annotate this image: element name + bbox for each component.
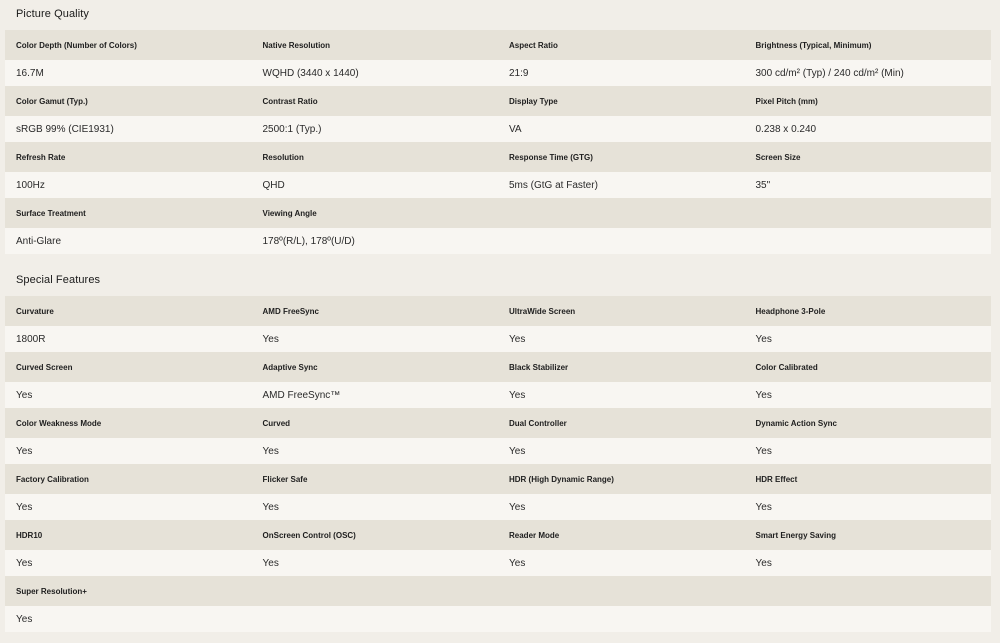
spec-value-row [5, 326, 991, 352]
spec-value: Yes [16, 445, 33, 457]
spec-value: Yes [509, 389, 526, 401]
spec-value-row [5, 606, 991, 632]
spec-label: OnScreen Control (OSC) [262, 530, 356, 540]
spec-value: Yes [509, 557, 526, 569]
spec-label: Factory Calibration [16, 474, 89, 484]
spec-label: AMD FreeSync [262, 306, 319, 316]
spec-label: Curved Screen [16, 362, 73, 372]
spec-value: Yes [16, 501, 33, 513]
spec-value: Yes [755, 445, 772, 457]
spec-value: Yes [262, 501, 279, 513]
spec-value-row [5, 438, 991, 464]
section-title-picture-quality: Picture Quality [16, 8, 90, 20]
spec-value-row [5, 382, 991, 408]
spec-value: WQHD (3440 x 1440) [262, 67, 359, 79]
spec-value: 1800R [16, 333, 46, 345]
spec-label: Surface Treatment [16, 208, 86, 218]
spec-label: UltraWide Screen [509, 306, 576, 316]
spec-label-row [5, 198, 991, 228]
spec-value-row [5, 550, 991, 576]
spec-value: 100Hz [16, 179, 45, 191]
spec-value: Yes [16, 389, 33, 401]
spec-label: Color Weakness Mode [16, 418, 102, 428]
spec-value: Yes [509, 501, 526, 513]
spec-value-row [5, 172, 991, 198]
spec-value: 178º(R/L), 178º(U/D) [262, 235, 355, 247]
spec-label: Brightness (Typical, Minimum) [755, 40, 872, 50]
spec-value: 16.7M [16, 67, 44, 79]
spec-label: Dual Controller [509, 418, 567, 428]
spec-label: Color Depth (Number of Colors) [16, 40, 137, 50]
spec-value: Yes [755, 389, 772, 401]
spec-label-row [5, 464, 991, 494]
spec-value: QHD [262, 179, 285, 191]
spec-label-row [5, 520, 991, 550]
spec-value-row [5, 60, 991, 86]
spec-label: Screen Size [755, 152, 801, 162]
spec-label: Headphone 3-Pole [755, 306, 826, 316]
spec-value: sRGB 99% (CIE1931) [16, 123, 114, 135]
spec-label: Curvature [16, 306, 54, 316]
spec-label: HDR Effect [755, 474, 798, 484]
spec-value-row [5, 494, 991, 520]
spec-label: HDR10 [16, 530, 43, 540]
spec-value: Yes [262, 333, 279, 345]
spec-label: Viewing Angle [262, 208, 317, 218]
spec-value: AMD FreeSync™ [262, 389, 341, 401]
spec-label: Super Resolution+ [16, 586, 87, 596]
spec-value-row [5, 228, 991, 254]
spec-label: Display Type [509, 96, 558, 106]
spec-label-row [5, 86, 991, 116]
spec-label: Native Resolution [262, 40, 331, 50]
picture-quality-table [5, 30, 991, 254]
spec-label: Aspect Ratio [509, 40, 558, 50]
spec-label-row [5, 408, 991, 438]
spec-label: Color Gamut (Typ.) [16, 96, 88, 106]
spec-label: Response Time (GTG) [509, 152, 593, 162]
spec-value: Yes [755, 333, 772, 345]
spec-value: 0.238 x 0.240 [755, 123, 817, 135]
spec-value: Yes [509, 445, 526, 457]
spec-value: 21:9 [509, 67, 529, 79]
spec-value: Yes [755, 501, 772, 513]
spec-value: 5ms (GtG at Faster) [509, 179, 598, 191]
spec-label-row [5, 142, 991, 172]
spec-value: Yes [262, 557, 279, 569]
spec-value: Yes [16, 557, 33, 569]
spec-label: Resolution [262, 152, 304, 162]
spec-label-row [5, 576, 991, 606]
spec-label: HDR (High Dynamic Range) [509, 474, 614, 484]
spec-value: Yes [16, 613, 33, 625]
spec-label-row [5, 296, 991, 326]
spec-value: 2500:1 (Typ.) [262, 123, 322, 135]
spec-label: Color Calibrated [755, 362, 818, 372]
spec-label-row [5, 352, 991, 382]
special-features-table [5, 296, 991, 632]
spec-value: Yes [509, 333, 526, 345]
spec-label: Reader Mode [509, 530, 560, 540]
spec-label: Flicker Safe [262, 474, 308, 484]
spec-label: Refresh Rate [16, 152, 66, 162]
spec-label: Adaptive Sync [262, 362, 318, 372]
spec-label: Dynamic Action Sync [755, 418, 838, 428]
spec-value: Anti-Glare [16, 235, 62, 247]
spec-label: Contrast Ratio [262, 96, 318, 106]
spec-label: Black Stabilizer [509, 362, 569, 372]
spec-value: Yes [755, 557, 772, 569]
spec-value: 35" [755, 179, 771, 191]
spec-label-row [5, 30, 991, 60]
spec-value: 300 cd/m² (Typ) / 240 cd/m² (Min) [755, 67, 904, 79]
spec-label: Pixel Pitch (mm) [755, 96, 818, 106]
spec-label: Smart Energy Saving [755, 530, 836, 540]
spec-value-row [5, 116, 991, 142]
section-title-special-features: Special Features [16, 274, 101, 286]
spec-value: VA [509, 123, 522, 135]
spec-value: Yes [262, 445, 279, 457]
spec-label: Curved [262, 418, 291, 428]
